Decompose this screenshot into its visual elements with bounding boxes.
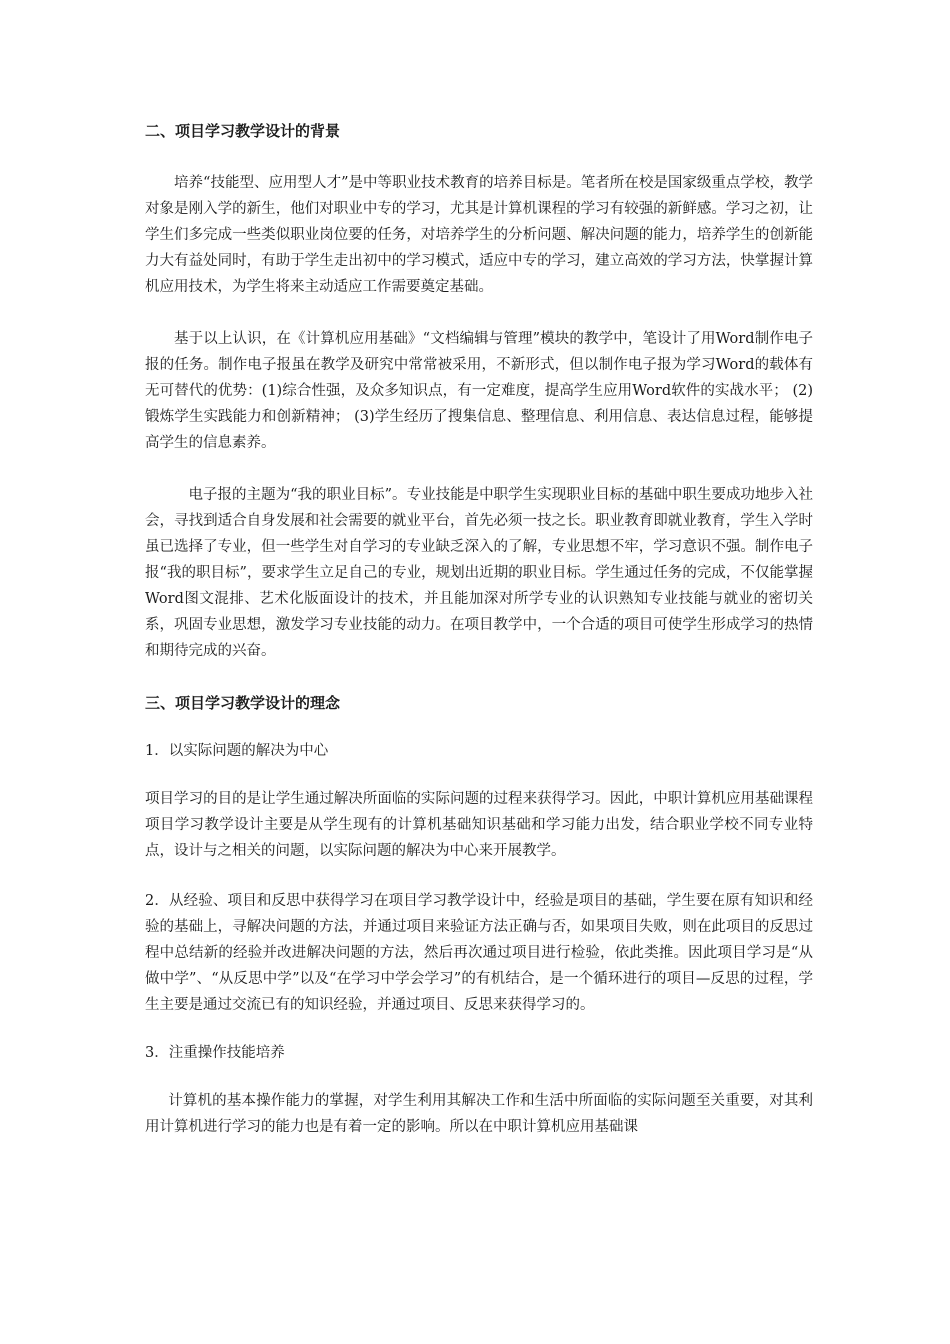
document-page: [145, 118, 813, 1140]
section-3-item-2: 2．从经验、项目和反思中获得学习在项目学习教学设计中，经验是项目的基础，学生要在原有知识和经验的基础上，寻解决问题的方法，并通过项目来验证方法正确与否，如果项目失败，则在此项目的反思过程中总结新的经验并改进解决问题的方法，然后再次通过项目进行检验，依此类推。因此项目学习是“从做中学”、“从反思中学”以及“在学习中学会学习”的有机结合，是一个循环进行的项目—反思的过程，学生主要是通过交流已有的知识经验，并通过项目、反思来获得学习的。: [145, 893, 813, 1013]
section-3-item-3-body: 计算机的基本操作能力的掌握，对学生利用其解决工作和生活中所面临的实际问题至关重要，对其利用计算机进行学习的能力也是有着一定的影响。所以在中职计算机应用基础课: [145, 1093, 813, 1135]
section-2-paragraph-1: 培养“技能型、应用型人才”是中等职业技术教育的培养目标是。笔者所在校是国家级重点学校，教学对象是刚入学的新生，他们对职业中专的学习，尤其是计算机课程的学习有较强的新鲜感。学习之初，让学生们多完成一些类似职业岗位要的任务，对培养学生的分析问题、解决问题的能力，培养学生的创新能力大有益处同时，有助于学生走出初中的学习模式，适应中专的学习，建立高效的学习方法，快掌握计算机应用技术，为学生将来主动适应工作需要奠定基础。: [145, 175, 813, 295]
section-2-heading: 二、项目学习教学设计的背景: [145, 122, 341, 140]
section-2-paragraph-3: 电子报的主题为“我的职业目标”。专业技能是中职学生实现职业目标的基础中职生要成功地步入社会，寻找到适合自身发展和社会需要的就业平台，首先必须一技之长。职业教育即就业教育，学生入学时虽已选择了专业，但一些学生对自学习的专业缺乏深入的了解，专业思想不牢，学习意识不强。制作电子报“我的职目标”，要求学生立足自己的专业，规划出近期的职业目标。学生通过任务的完成，不仅能掌握Word图文混排、艺术化版面设计的技术，并且能加深对所学专业的认识熟知专业技能与就业的密切关系，巩固专业思想，激发学习专业技能的动力。在项目教学中，一个合适的项目可使学生形成学习的热情和期待完成的兴奋。: [145, 487, 813, 659]
section-3-heading: 三、项目学习教学设计的理念: [145, 694, 341, 712]
section-2-paragraph-2: 基于以上认识，在《计算机应用基础》“文档编辑与管理”模块的教学中，笔设计了用Word制作电子报的任务。制作电子报虽在教学及研究中常常被采用，不新形式，但以制作电子报为学习Word的载体有无可替代的优势：(1)综合性强，及众多知识点，有一定难度，提高学生应用Word软件的实战水平； (2)锻炼学生实践能力和创新精神； (3)学生经历了搜集信息、整理信息、利用信息、表达信息过程，能够提高学生的信息素养。: [145, 331, 813, 451]
section-3-item-1-title: 1．以实际问题的解决为中心: [145, 743, 329, 759]
section-3-item-3-title: 3．注重操作技能培养: [145, 1045, 285, 1061]
section-3-item-1-body: 项目学习的目的是让学生通过解决所面临的实际问题的过程来获得学习。因此，中职计算机应用基础课程项目学习教学设计主要是从学生现有的计算机基础知识基础和学习能力出发，结合职业学校不同专业特点，设计与之相关的问题，以实际问题的解决为中心来开展教学。: [145, 791, 813, 859]
